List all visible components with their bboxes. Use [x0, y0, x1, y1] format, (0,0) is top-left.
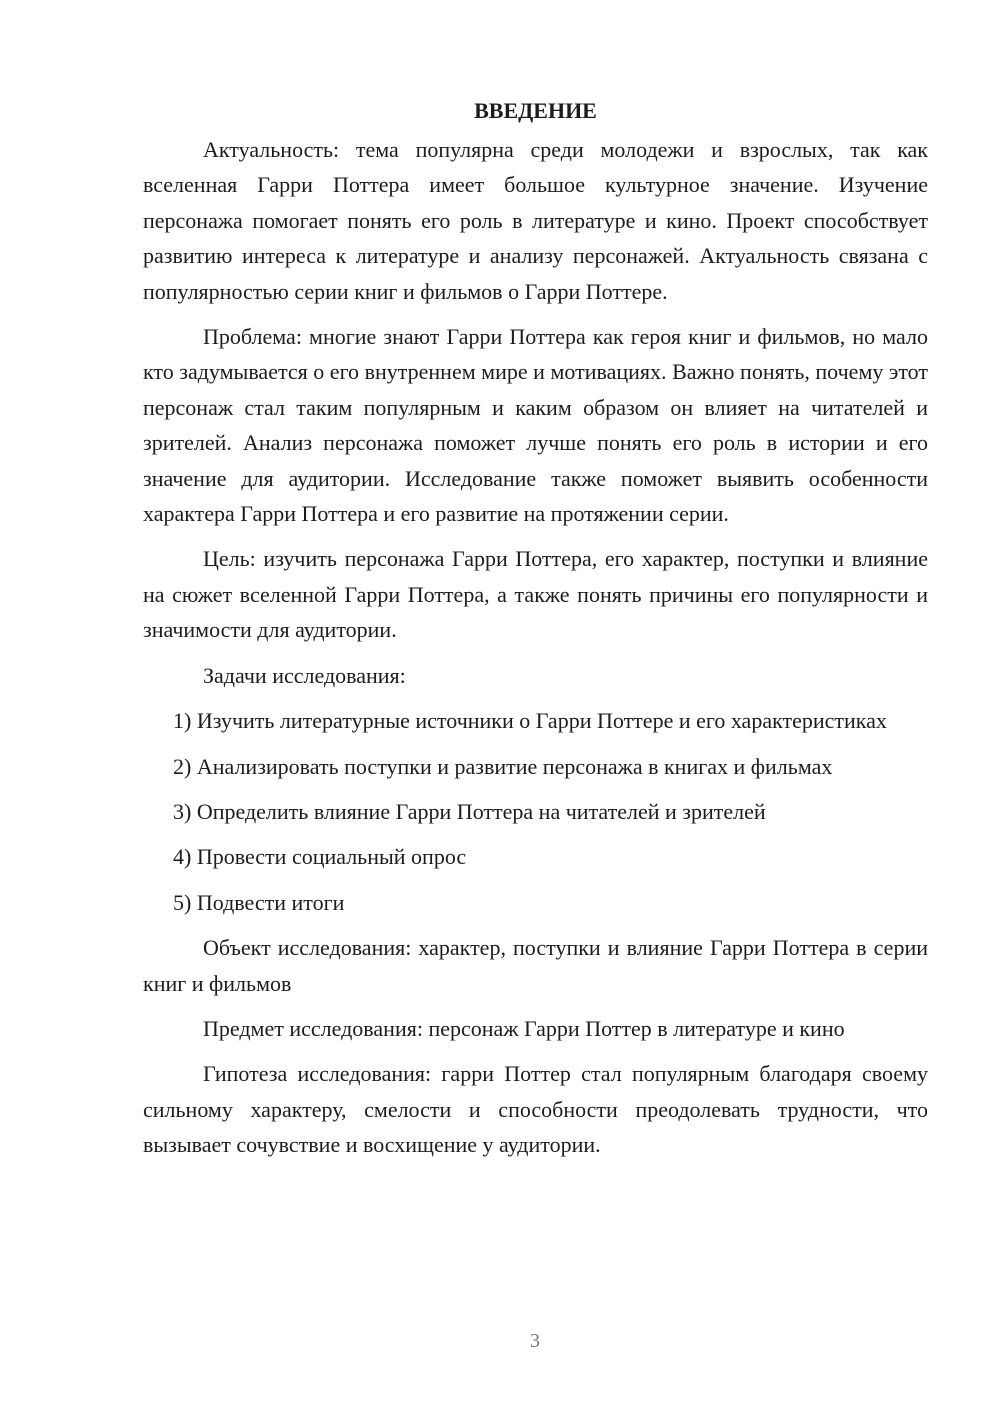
- section-title: ВВЕДЕНИЕ: [474, 98, 597, 123]
- paragraph-goal: Цель: изучить персонажа Гарри Поттера, его характер, поступки и влияние на сюжет вселенной Гарри Поттера, а также понять причины его популярности и значимости для аудитории.: [143, 546, 928, 643]
- paragraph-hypothesis: Гипотеза исследования: гарри Поттер стал популярным благодаря своему сильному характеру, смелости и способности преодолевать трудности, что вызывает сочувствие и восхищение у аудитории.: [143, 1061, 928, 1158]
- task-item-1: 1) Изучить литературные источники о Гарри Поттере и его характеристиках: [173, 708, 887, 734]
- paragraph-relevance: Актуальность: тема популярна среди молодежи и взрослых, так как вселенная Гарри Поттера имеет большое культурное значение. Изучение персонажа помогает понять его роль в литературе и кино. Проект способствует развитию интереса к литературе и анализу персонажей. Актуальность связана с популярностью серии книг и фильмов о Гарри Поттере.: [143, 137, 928, 304]
- tasks-heading: Задачи исследования:: [203, 662, 406, 688]
- task-item-3: 3) Определить влияние Гарри Поттера на читателей и зрителей: [173, 798, 766, 824]
- task-item-5: 5) Подвести итоги: [173, 889, 345, 915]
- paragraph-object: Объект исследования: характер, поступки и влияние Гарри Поттера в серии книг и фильмов: [143, 935, 928, 996]
- page-number: 3: [530, 1330, 540, 1352]
- task-item-4: 4) Провести социальный опрос: [173, 844, 467, 870]
- document-page: [143, 94, 928, 1173]
- paragraph-problem: Проблема: многие знают Гарри Поттера как героя книг и фильмов, но мало кто задумывается о его внутреннем мире и мотивациях. Важно понять, почему этот персонаж стал таким популярным и каким образом он влияет на читателей и зрителей. Анализ персонажа поможет лучше понять его роль в истории и его значение для аудитории. Исследование также поможет выявить особенности характера Гарри Поттера и его развитие на протяжении серии.: [143, 324, 928, 527]
- task-item-2: 2) Анализировать поступки и развитие персонажа в книгах и фильмах: [173, 753, 833, 779]
- paragraph-subject: Предмет исследования: персонаж Гарри Поттер в литературе и кино: [203, 1015, 845, 1041]
